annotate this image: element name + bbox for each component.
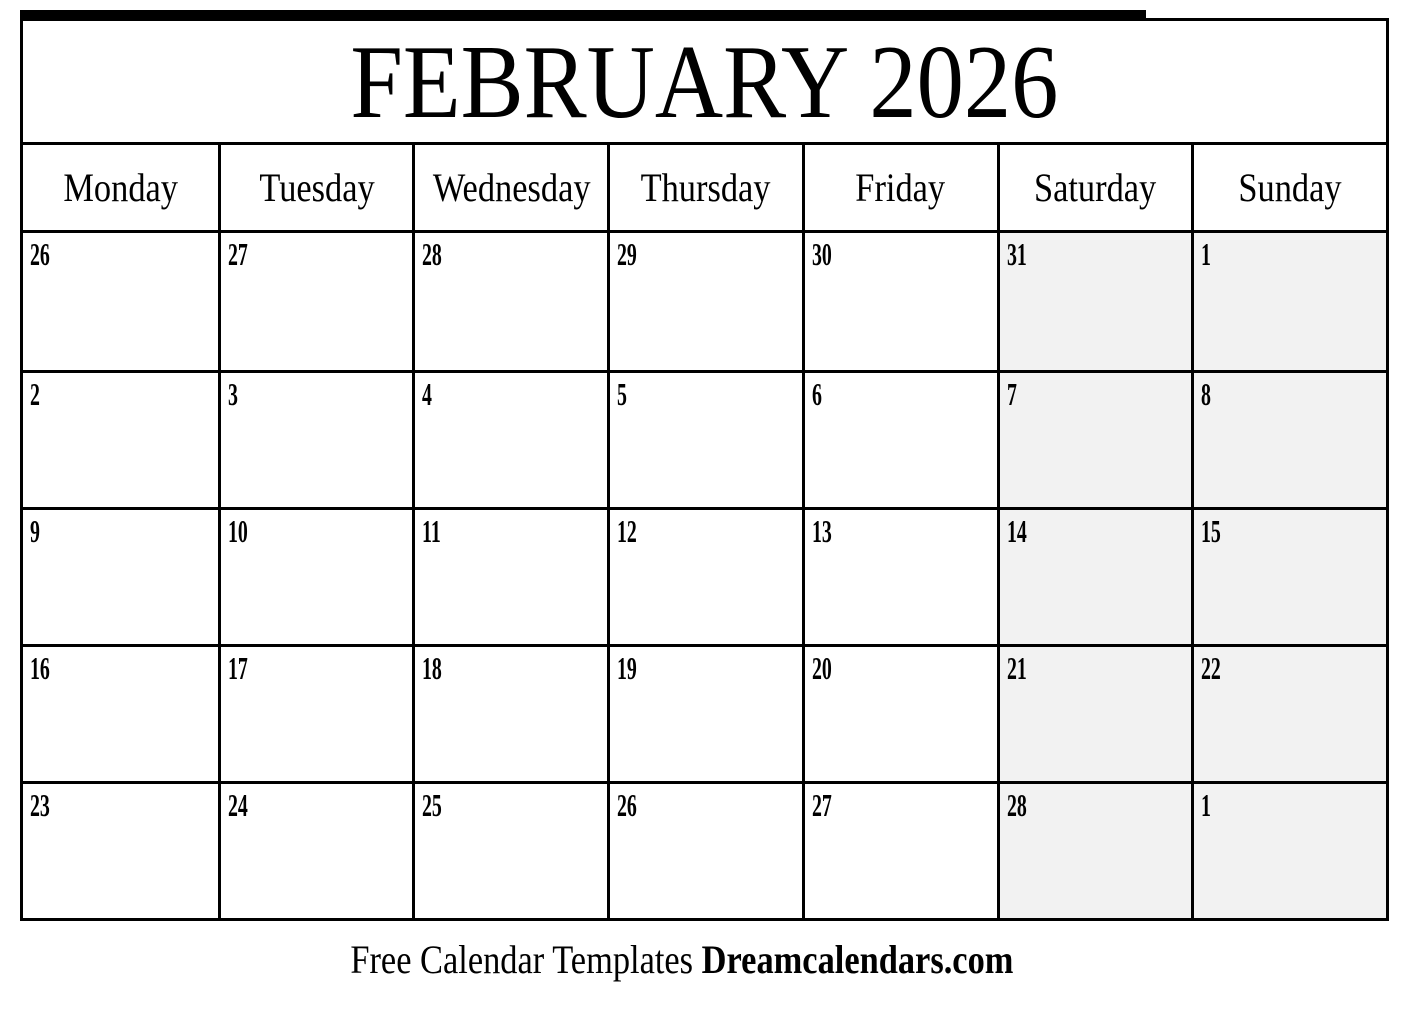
date-number: 8	[1201, 376, 1212, 412]
date-cell	[997, 781, 1192, 918]
date-number: 20	[811, 650, 832, 686]
date-cell	[218, 233, 413, 370]
date-number: 28	[1006, 787, 1027, 823]
weekday-label: Thursday	[641, 164, 771, 210]
date-cell	[607, 370, 802, 507]
date-number: 27	[811, 787, 832, 823]
date-cell	[218, 370, 413, 507]
date-cell	[23, 644, 218, 781]
date-number: 30	[811, 236, 832, 272]
date-number: 19	[617, 650, 637, 686]
date-cell	[1191, 507, 1386, 644]
date-cell	[218, 644, 413, 781]
date-number: 26	[617, 787, 637, 823]
footer	[0, 936, 1406, 984]
date-number: 27	[227, 236, 248, 272]
date-cell	[997, 233, 1192, 370]
footer-line	[351, 936, 1014, 984]
date-number: 5	[617, 376, 628, 412]
date-number: 17	[227, 650, 248, 686]
date-number: 28	[422, 236, 443, 272]
date-number: 23	[30, 787, 50, 823]
date-cell	[412, 507, 607, 644]
date-cell	[1191, 781, 1386, 918]
weekday-header-tuesday	[218, 145, 413, 230]
date-number: 7	[1006, 376, 1017, 412]
date-cell	[1191, 370, 1386, 507]
date-cell	[997, 370, 1192, 507]
date-cell	[218, 781, 413, 918]
weekday-header-row	[23, 145, 1386, 233]
date-number: 24	[227, 787, 248, 823]
weekday-header-sunday	[1191, 145, 1386, 230]
weekday-header-saturday	[997, 145, 1192, 230]
date-cell	[412, 233, 607, 370]
weekday-label: Saturday	[1034, 164, 1157, 210]
date-number: 9	[30, 513, 40, 549]
date-cell	[802, 644, 997, 781]
date-cell	[997, 644, 1192, 781]
date-number: 6	[811, 376, 822, 412]
date-number: 16	[30, 650, 50, 686]
top-border-artifact	[20, 10, 1146, 18]
date-number: 18	[422, 650, 443, 686]
date-number: 11	[422, 513, 442, 549]
date-number: 10	[227, 513, 248, 549]
date-cell	[607, 781, 802, 918]
weekday-header-monday	[23, 145, 218, 230]
footer-text: Free Calendar Templates	[350, 937, 694, 982]
date-cell	[1191, 233, 1386, 370]
date-cell	[802, 507, 997, 644]
date-number: 26	[30, 236, 50, 272]
date-cell	[997, 507, 1192, 644]
weekday-label: Tuesday	[258, 164, 375, 210]
date-cell	[23, 781, 218, 918]
weekday-header-thursday	[607, 145, 802, 230]
date-cell	[607, 233, 802, 370]
date-cell	[23, 233, 218, 370]
date-cell	[412, 370, 607, 507]
weekday-label: Monday	[63, 164, 178, 210]
date-number: 1	[1201, 787, 1212, 823]
date-cell	[23, 370, 218, 507]
date-cell	[218, 507, 413, 644]
date-cell	[412, 644, 607, 781]
date-number: 15	[1201, 513, 1222, 549]
date-cell	[802, 370, 997, 507]
weekday-header-wednesday	[412, 145, 607, 230]
weekday-label: Sunday	[1238, 164, 1342, 210]
date-number: 13	[811, 513, 832, 549]
date-number: 31	[1006, 236, 1027, 272]
date-number: 29	[617, 236, 637, 272]
calendar	[20, 18, 1389, 921]
footer-brand: Dreamcalendars.com	[702, 937, 1014, 982]
date-cell	[412, 781, 607, 918]
date-number: 21	[1006, 650, 1027, 686]
date-number: 25	[422, 787, 443, 823]
date-cell	[23, 507, 218, 644]
date-number: 1	[1201, 236, 1212, 272]
calendar-title: FEBRUARY 2026	[350, 23, 1059, 140]
weekday-label: Wednesday	[432, 164, 591, 210]
date-cell	[1191, 644, 1386, 781]
title-row	[23, 21, 1386, 145]
date-cell	[802, 233, 997, 370]
date-cell	[607, 644, 802, 781]
date-number: 2	[30, 376, 40, 412]
date-number: 22	[1201, 650, 1222, 686]
date-number: 4	[422, 376, 433, 412]
date-number: 14	[1006, 513, 1027, 549]
date-cell	[607, 507, 802, 644]
date-number: 12	[617, 513, 637, 549]
weekday-header-friday	[802, 145, 997, 230]
weekday-label: Friday	[855, 164, 946, 210]
date-cell	[802, 781, 997, 918]
date-number: 3	[227, 376, 238, 412]
date-grid	[23, 233, 1386, 918]
